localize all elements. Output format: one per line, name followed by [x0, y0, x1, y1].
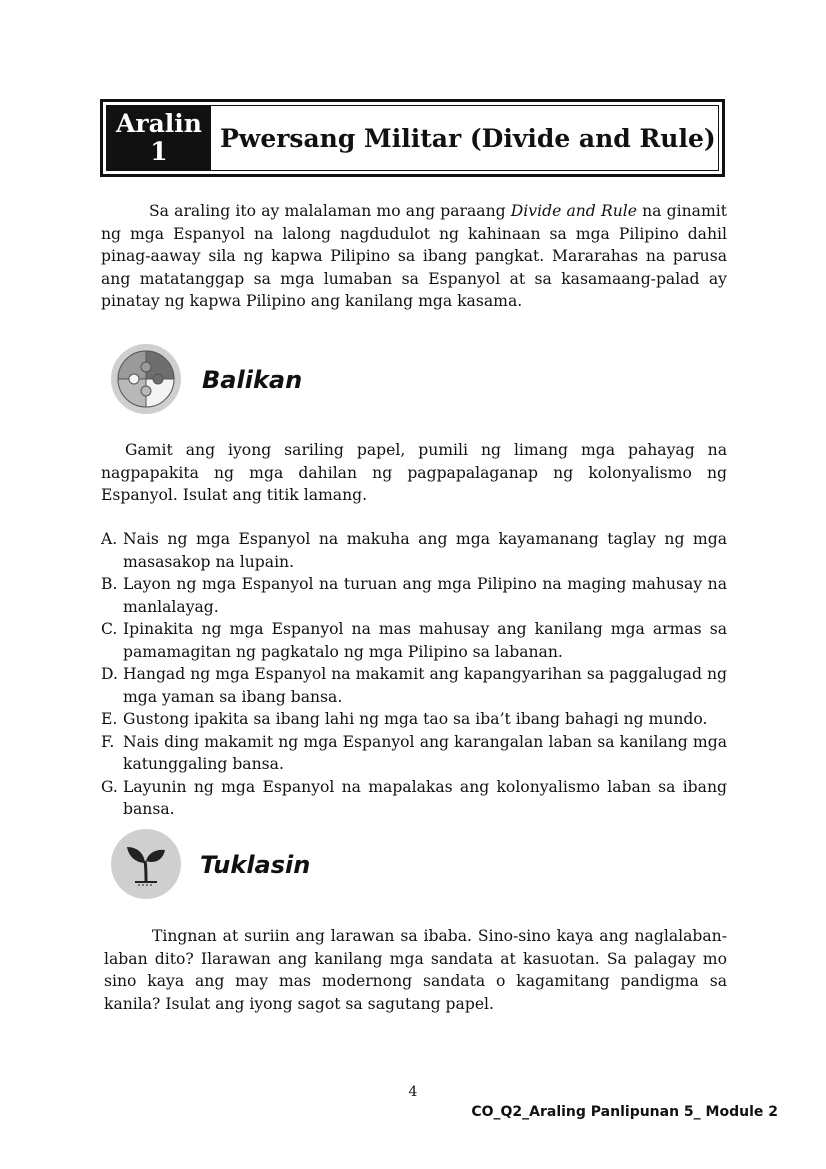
lesson-number: 1 — [150, 137, 168, 166]
intro-text-after: na ginamit ng mga Espanyol na lalong nagdudulot ng kahinaan sa mga Pilipino dahil pinag-aaway sila ng kapwa Pilipino sa ibang pangkat. Mararahas na parusa ang matatanggap sa mga lumaban sa Espanyol at sa kasamaang-palad ay pinatay ng kapwa Pilipino ang kanilang mga kasama. — [101, 202, 728, 310]
choice-c — [101, 618, 727, 663]
intro-paragraph — [101, 200, 727, 313]
choice-letter: G. — [101, 777, 118, 796]
tuklasin-text: Tingnan at suriin ang larawan sa ibaba. Sino-sino kaya ang naglalaban-laban dito? Ilarawan ang kanilang mga sandata at kasuotan. Sa palagay mo sino kaya ang may mas modernong sandata o kagamitang pandigma sa kanila? Isulat ang iyong sagot sa sagutang papel. — [104, 927, 727, 1013]
balikan-instruction — [101, 439, 727, 507]
lesson-title: Pwersang Militar (Divide and Rule) — [211, 106, 718, 170]
sprout-icon — [111, 829, 181, 899]
puzzle-icon — [111, 344, 181, 414]
choice-letter: D. — [101, 665, 118, 683]
choice-e — [101, 708, 727, 731]
choice-letter: B. — [101, 575, 118, 593]
puzzle-icon-graphic — [117, 350, 175, 408]
lesson-word: Aralin — [116, 109, 202, 138]
choices-list — [101, 528, 727, 821]
choice-text: Layunin ng mga Espanyol na mapalakas ang kolonyalismo laban sa ibang bansa. — [123, 777, 727, 818]
lesson-tag — [107, 106, 211, 170]
sprout-icon-graphic — [121, 839, 171, 889]
lesson-header — [100, 99, 725, 177]
tuklasin-title: Tuklasin — [200, 851, 311, 879]
tuklasin-paragraph — [104, 925, 727, 1015]
choice-g — [101, 776, 727, 821]
choice-letter: E. — [101, 710, 118, 728]
choice-text: Layon ng mga Espanyol na turuan ang mga Pilipino na maging mahusay na manlalayag. — [123, 575, 727, 616]
choice-text: Hangad ng mga Espanyol na makamit ang kapangyarihan sa paggalugad ng mga yaman sa ibang bansa. — [123, 665, 727, 706]
choice-a — [101, 528, 727, 573]
choice-d — [101, 663, 727, 708]
choice-letter: F. — [101, 732, 115, 751]
choice-letter: A. — [101, 530, 118, 548]
balikan-title: Balikan — [202, 366, 303, 394]
page-number: 4 — [408, 1084, 418, 1100]
choice-b — [101, 573, 727, 618]
intro-emphasis: Divide and Rule — [510, 202, 637, 220]
intro-text-before: Sa araling ito ay malalaman mo ang paraang — [149, 202, 511, 220]
choice-text: Gustong ipakita sa ibang lahi ng mga tao sa iba’t ibang bahagi ng mundo. — [123, 710, 708, 728]
choice-text: Nais ding makamit ng mga Espanyol ang karangalan laban sa kanilang mga katunggaling bansa. — [123, 732, 727, 773]
balikan-instruction-text: Gamit ang iyong sariling papel, pumili ng limang mga pahayag na nagpapakita ng mga dahilan ng pagpapalaganap ng kolonyalismo ng Espanyol. Isulat ang titik lamang. — [101, 441, 727, 504]
module-footer: CO_Q2_Araling Panlipunan 5_ Module 2 — [471, 1104, 778, 1120]
lesson-header-inner — [106, 105, 719, 171]
choice-text: Ipinakita ng mga Espanyol na mas mahusay ang kanilang mga armas sa pamamagitan ng pagkatalo ng mga Pilipino sa labanan. — [123, 620, 727, 661]
choice-f — [101, 731, 727, 776]
choice-text: Nais ng mga Espanyol na makuha ang mga kayamanang taglay ng mga masasakop na lupain. — [123, 530, 727, 571]
choice-letter: C. — [101, 620, 118, 638]
